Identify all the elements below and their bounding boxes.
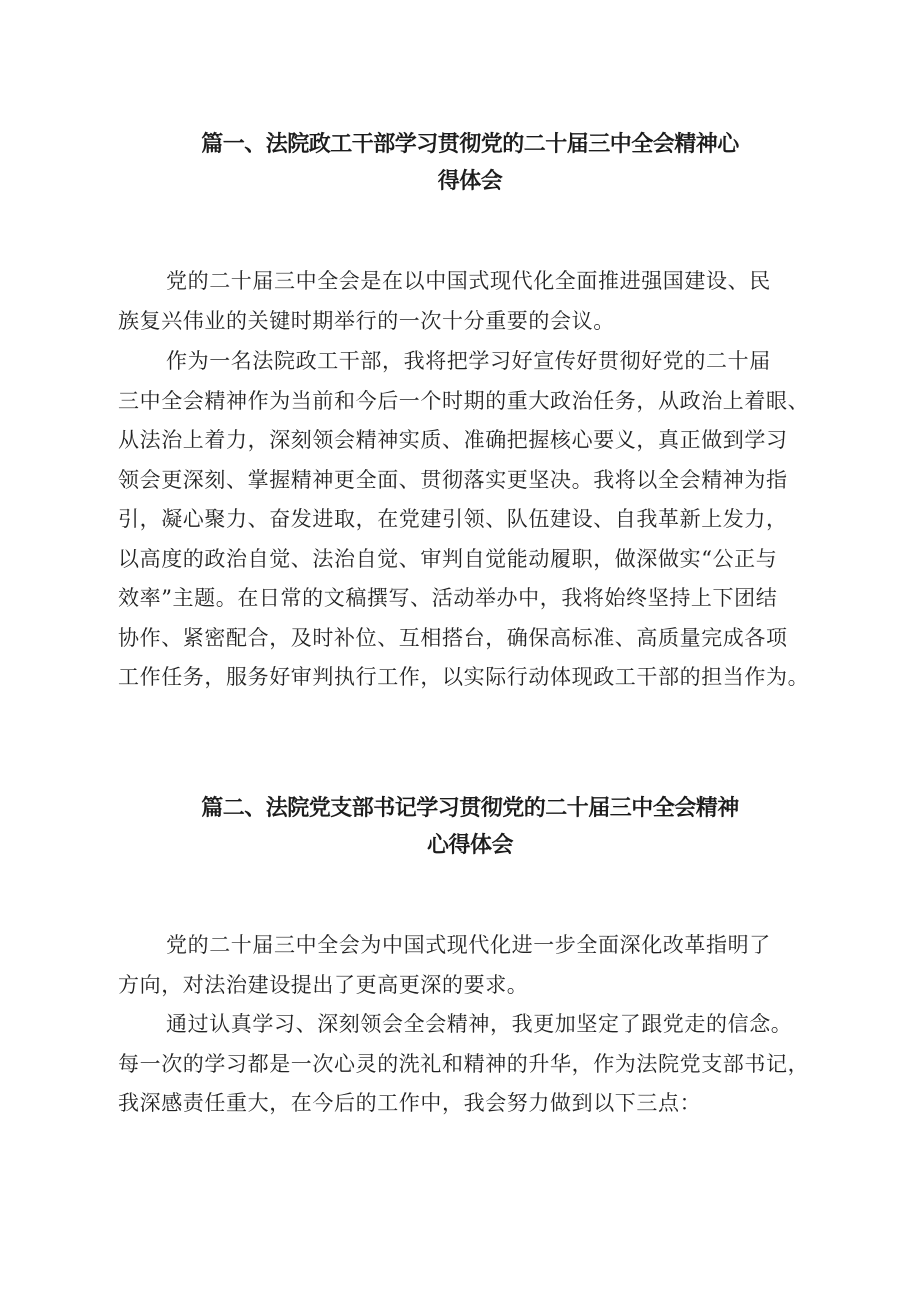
text-line: 领会更深刻、掌握精神更全面、贯彻落实更坚决。我将以全会精神为指 [118,467,788,492]
text-line: 党的二十届三中全会为中国式现代化进一步全面深化改革指明了 [166,933,771,957]
text-line: 协作、紧密配合，及时补位、互相搭台，确保高标准、高质量完成各项 [118,625,788,650]
text-line: 三中全会精神作为当前和今后一个时期的重大政治任务，从政治上着眼、 [118,388,810,413]
text-line: 方向，对法治建设提出了更高更深的要求。 [118,972,529,997]
text-line: 通过认真学习、深刻领会全会精神，我更加坚定了跟党走的信念。 [166,1012,793,1036]
text-line: 族复兴伟业的关键时期举行的一次十分重要的会议。 [118,308,615,333]
text-line: 我深感责任重大，在今后的工作中，我会努力做到以下三点： [118,1091,702,1115]
section2-paragraph-2 [118,1005,820,1124]
text-line: 效率”主题。在日常的文稿撰写、活动举办中，我将始终坚持上下团结 [118,586,778,610]
section2-title [170,790,770,864]
section1-title-line1: 篇一、法院政工干部学习贯彻党的二十届三中全会精神心 [201,132,739,157]
text-line: 工作任务，服务好审判执行工作，以实际行动体现政工干部的担当作为。 [118,665,810,689]
section1-paragraph-1 [118,262,820,341]
text-line: 作为一名法院政工干部，我将把学习好宣传好贯彻好党的二十届 [166,349,771,373]
text-line: 引，凝心聚力、奋发进取，在党建引领、队伍建设、自我革新上发力， [118,507,788,531]
text-line: 党的二十届三中全会是在以中国式现代化全面推进强国建设、民 [166,269,771,293]
section1-title [170,126,770,200]
section2-paragraph-1 [118,926,820,1005]
section2-title-line1: 篇二、法院党支部书记学习贯彻党的二十届三中全会精神 [201,796,739,821]
text-line: 每一次的学习都是一次心灵的洗礼和精神的升华，作为法院党支部书记， [118,1051,810,1076]
text-line: 以高度的政治自觉、法治自觉、审判自觉能动履职，做深做实“公正与 [118,546,778,571]
section2-title-line2: 心得体会 [426,833,513,858]
section1-title-line2: 得体会 [437,169,503,194]
text-line: 从法治上着力，深刻领会精神实质、准确把握核心要义，真正做到学习 [118,428,788,452]
section1-paragraph-2 [118,342,820,698]
